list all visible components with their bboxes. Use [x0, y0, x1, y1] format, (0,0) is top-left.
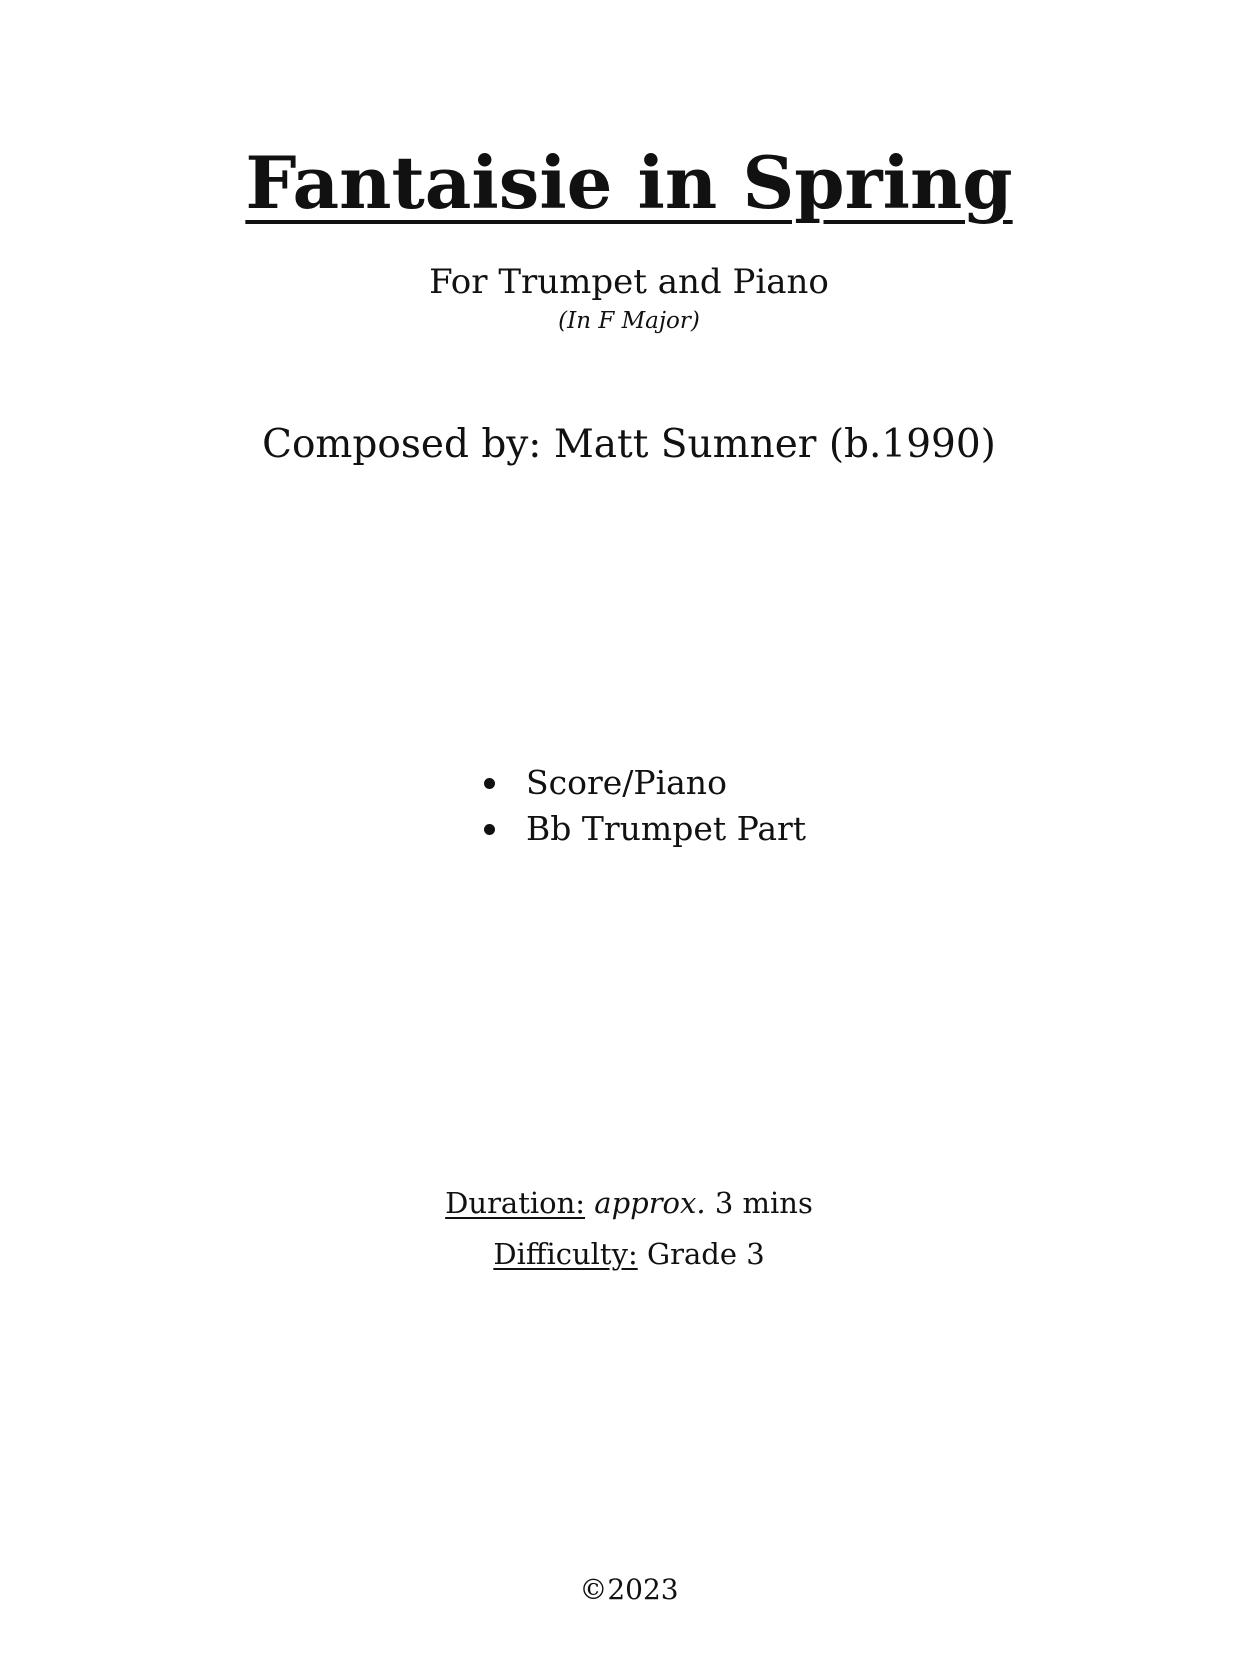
duration-label: Duration: [445, 1186, 586, 1220]
duration-line [0, 1186, 1258, 1220]
duration-qualifier: approx. [594, 1186, 706, 1220]
list-item [484, 760, 806, 806]
copyright-notice: ©2023 [579, 1573, 679, 1606]
page-title [0, 140, 1258, 225]
difficulty-value: Grade 3 [646, 1237, 765, 1271]
bullet-icon [484, 824, 495, 835]
difficulty-line [0, 1237, 1258, 1271]
list-item [484, 806, 806, 852]
part-label: Score/Piano [526, 763, 727, 802]
bullet-icon [484, 778, 495, 789]
subtitle: For Trumpet and Piano [429, 262, 829, 302]
key-signature-note: (In F Major) [558, 308, 700, 334]
part-label: Bb Trumpet Part [526, 809, 807, 848]
composer-credit: Composed by: Matt Sumner (b.1990) [262, 422, 996, 467]
parts-list [484, 760, 806, 852]
difficulty-label: Difficulty: [493, 1237, 638, 1271]
title-text: Fantaisie in Spring [245, 140, 1013, 225]
duration-value: 3 mins [714, 1186, 813, 1220]
